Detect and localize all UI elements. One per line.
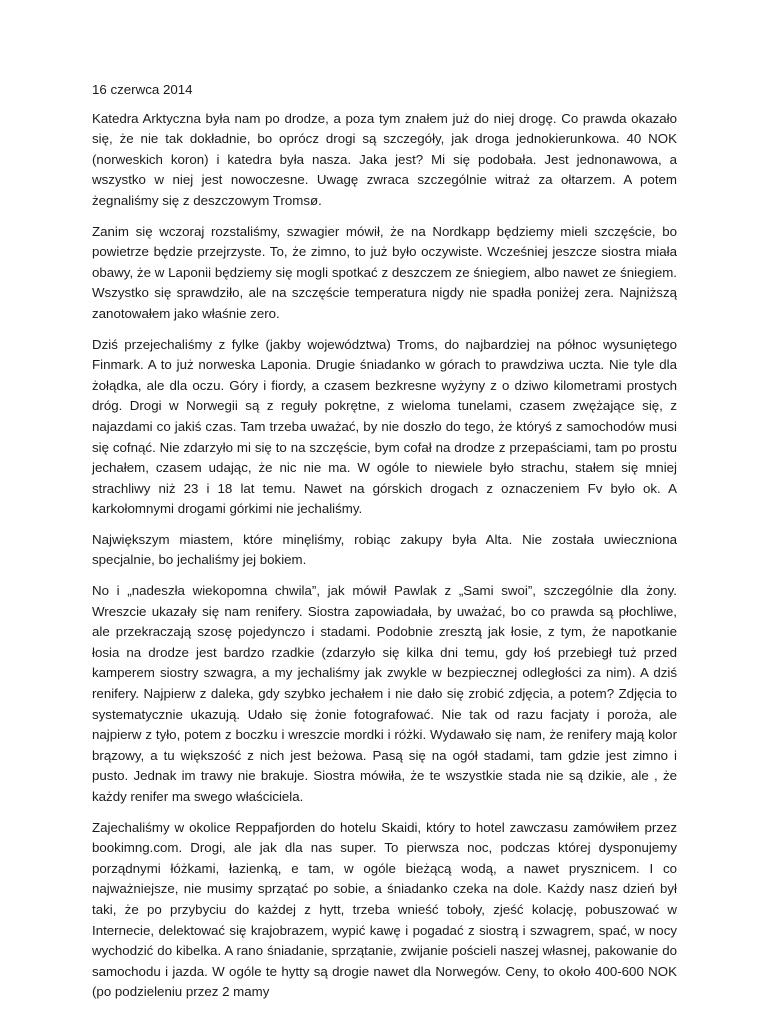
paragraph-alta: Największym miastem, które minęliśmy, robiąc zakupy była Alta. Nie została uwieczniona specjalnie, bo jechaliśmy jej bokiem. (92, 531, 677, 568)
paragraph-finnmark-roads: Dziś przejechaliśmy z fylke (jakby województwa) Troms, do najbardziej na północ wysuniętego Finmark. A to już norweska Laponia. Drugie śniadanko w górach to prawdziwa uczta. Nie tyle dla żołądka, ale dla oczu. Góry i fiordy, a czasem bezkresne wyżyny z o dziwo kilometrami prostych dróg. Drogi w Norwegii są z reguły pokrętne, z wieloma tunelami, czasem zwężające się, z najazdami co jakiś czas. Tam trzeba uważać, by nie doszło do tego, że któryś z samochodów musi się cofnąć. Nie zdarzyło mi się to na szczęście, bym cofał na drodze z przepaściami, tam po prostu jechałem, czasem udając, że nic nie ma. W ogóle to niewiele było strachu, stałem się mniej strachliwy niż 23 i 18 lat temu. Nawet na górskich drogach z oznaczeniem Fv było ok. A karkołomnymi drogami górkimi nie jechaliśmy. (92, 336, 677, 517)
paragraph-reindeer: No i „nadeszła wiekopomna chwila”, jak mówił Pawlak z „Sami swoi”, szczególnie dla żony. Wreszcie ukazały się nam renifery. Siostra zapowiadała, by uważać, bo co prawda są płochliwe, ale przekraczają szosę pojedynczo i stadami. Podobnie zresztą jak łosie, z tym, że napotkanie łosia na drodze jest bardzo rzadkie (zdarzyło się kilka dni temu, gdy łoś przebiegł tuż przed kamperem siostry szwagra, a my jechaliśmy jak zwykle w bezpiecznej odległości za nim). A dziś renifery. Najpierw z daleka, gdy szybko jechałem i nie dało się zrobić zdjęcia, a potem? Zdjęcia to systematycznie ukazują. Udało się żonie fotografować. Nie tak od razu facjaty i poroża, ale najpierw z tyło, potem z boczku i wreszcie mordki i różki. Wydawało się nam, że renifery mają kolor brązowy, a tu większość z nich jest beżowa. Pasą się na ogół stadami, tam gdzie jest zimno i pusto. Jednak im trawy nie brakuje. Siostra mówiła, że te wszystkie stada nie są dzikie, ale , że każdy renifer ma swego właściciela. (92, 583, 677, 804)
paragraph-nordkapp-weather: Zanim się wczoraj rozstaliśmy, szwagier mówił, że na Nordkapp będziemy mieli szczęście, bo powietrze będzie przejrzyste. To, że zimno, to już było oczywiste. Wcześniej jeszcze siostra miała obawy, że w Laponii będziemy się mogli spotkać z deszczem ze śniegiem, albo nawet ze śniegiem. Wszystko się sprawdziło, ale na szczęście temperatura nigdy nie spadła poniżej zera. Najniższą zanotowałem jako właśnie zero. (92, 223, 677, 321)
paragraph-arctic-cathedral: Katedra Arktyczna była nam po drodze, a poza tym znałem już do niej drogę. Co prawda okazało się, że nie tak dokładnie, bo oprócz drogi są szczegóły, jak droga jednokierunkowa. 40 NOK (norweskich koron) i katedra była nasza. Jaka jest? Mi się podobała. Jest jednonawowa, a wszystko w niej jest nowoczesne. Uwagę zwraca szczególnie witraż za ołtarzem. A potem żegnaliśmy się z deszczowym Tromsø. (92, 110, 677, 208)
paragraph-hotel-skaidi: Zajechaliśmy w okolice Reppafjorden do hotelu Skaidi, który to hotel zawczasu zamówiłem przez bookimng.com. Drogi, ale jak dla nas super. To pierwsza noc, podczas której dysponujemy porządnymi łóżkami, łazienką, e tam, w ogóle bieżącą wodą, a nawet prysznicem. I co najważniejsze, nie musimy sprzątać po sobie, a śniadanko czeka na dole. Każdy nasz dzień był taki, że po przybyciu do każdej z hytt, trzeba wnieść toboły, zjeść kolację, pobuszować w Internecie, delektować się krajobrazem, wypić kawę i pogadać z siostrą i szwagrem, spać, w nocy wychodzić do kibelka. A rano śniadanie, sprzątanie, zwijanie pościeli naszej własnej, pakowanie do samochodu i jazda. W ogóle te hytty są drogie nawet dla Norwegów. Ceny, to około 400-600 NOK (po podzieleniu przez 2 mamy (92, 819, 677, 1000)
document-date: 16 czerwca 2014 (92, 82, 193, 97)
document-page (92, 80, 677, 1013)
